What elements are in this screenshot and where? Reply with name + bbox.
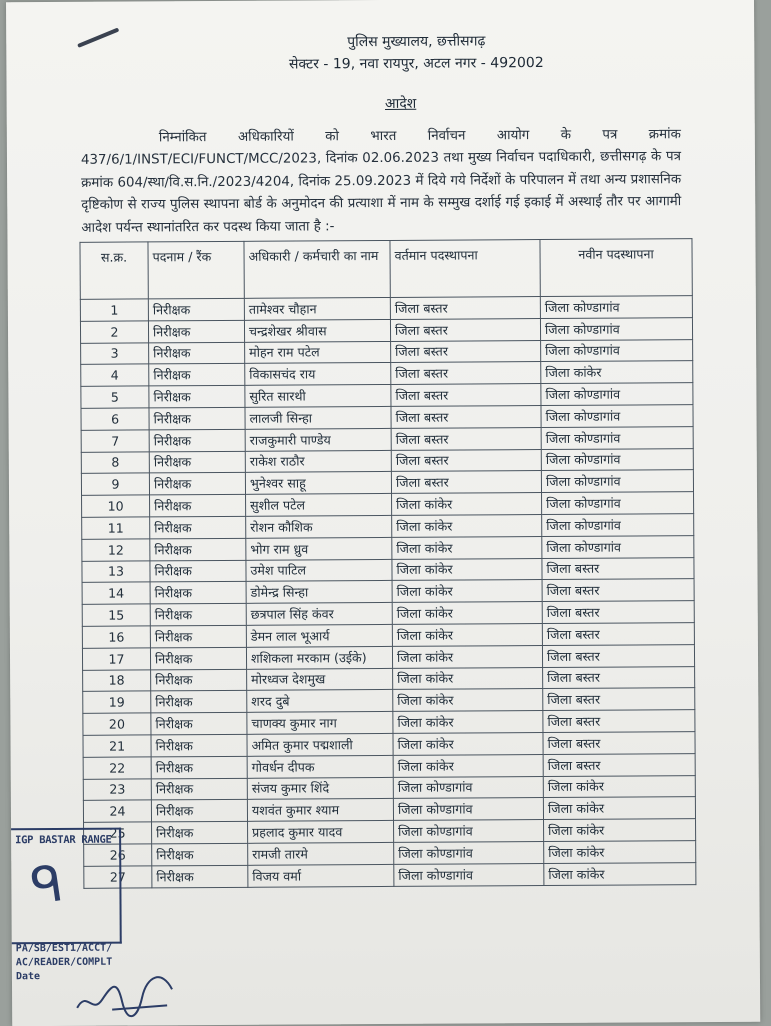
cell-current-posting: जिला बस्तर (391, 362, 541, 385)
stamp-line: Date (15, 971, 41, 983)
cell-new-posting: जिला कोण्डागांव (540, 296, 692, 319)
cell-rank: निरीक्षक (149, 451, 245, 473)
col-serial: स.क्र. (80, 242, 148, 299)
cell-rank: निरीक्षक (149, 386, 245, 408)
cell-new-posting: जिला कोण्डागांव (540, 317, 692, 340)
cell-name: राकेश राठौर (245, 450, 391, 473)
stamp-line: AC/READER/COMPLT (15, 956, 113, 969)
cell-name: शरद दुबे (247, 690, 393, 713)
stamp-line: PA/SB/EST1/ACCT/ (15, 942, 113, 955)
cell-current-posting: जिला कांकेर (393, 754, 543, 777)
cell-serial: 24 (83, 800, 151, 822)
office-heading: पुलिस मुख्यालय, छत्तीसगढ़ (347, 33, 486, 51)
cell-new-posting: जिला कांकेर (544, 841, 696, 864)
cell-serial: 21 (83, 735, 151, 757)
cell-rank: निरीक्षक (150, 495, 246, 517)
cell-name: यशवंत कुमार श्याम (247, 799, 393, 822)
cell-rank: निरीक्षक (151, 800, 247, 822)
cell-serial: 16 (82, 626, 150, 648)
cell-serial: 12 (82, 539, 150, 561)
cell-name: चाणक्य कुमार नाग (247, 712, 393, 735)
cell-serial: 4 (81, 364, 149, 386)
cell-new-posting: जिला कोण्डागांव (541, 448, 693, 471)
cell-rank: निरीक्षक (149, 342, 245, 364)
stamp-title: IGP BASTAR RANGE (15, 833, 112, 847)
cell-new-posting: जिला कोण्डागांव (541, 470, 693, 493)
cell-new-posting: जिला कोण्डागांव (542, 535, 694, 558)
cell-name: मोरध्वज देशमुख (247, 668, 393, 691)
cell-rank: निरीक्षक (149, 473, 245, 495)
cell-new-posting: जिला कोण्डागांव (542, 514, 694, 537)
cell-current-posting: जिला कांकेर (392, 558, 542, 581)
cell-name: भुनेश्वर साहू (245, 472, 391, 495)
cell-new-posting: जिला बस्तर (542, 623, 694, 646)
cell-current-posting: जिला कांकेर (392, 602, 542, 625)
cell-current-posting: जिला कांकेर (392, 580, 542, 603)
document-page (6, 0, 760, 1026)
cell-current-posting: जिला बस्तर (391, 449, 541, 472)
cell-name: मोहन राम पटेल (245, 341, 391, 364)
cell-rank: निरीक्षक (148, 320, 244, 342)
cell-current-posting: जिला बस्तर (390, 318, 540, 341)
cell-new-posting: जिला बस्तर (543, 688, 695, 711)
cell-new-posting: जिला बस्तर (543, 732, 695, 755)
cell-serial: 3 (81, 343, 149, 365)
cell-new-posting: जिला कोण्डागांव (541, 339, 693, 362)
cell-new-posting: जिला कांकेर (544, 862, 696, 885)
cell-serial: 1 (80, 299, 148, 321)
cell-new-posting: जिला बस्तर (542, 579, 694, 602)
cell-current-posting: जिला कांकेर (393, 732, 543, 755)
cell-serial: 25 (84, 822, 152, 844)
cell-serial: 18 (83, 669, 151, 691)
cell-serial: 19 (83, 691, 151, 713)
transfer-table (79, 238, 696, 888)
cell-name: विकासचंद राय (245, 363, 391, 386)
cell-name: विजय वर्मा (248, 864, 394, 887)
cell-serial: 7 (81, 430, 149, 452)
cell-new-posting: जिला बस्तर (542, 601, 694, 624)
cell-name: गोवर्धन दीपक (247, 755, 393, 778)
cell-name: अमित कुमार पद्मशाली (247, 733, 393, 756)
cell-current-posting: जिला कोण्डागांव (394, 820, 544, 843)
cell-rank: निरीक्षक (151, 778, 247, 800)
cell-rank: निरीक्षक (152, 843, 248, 865)
cell-rank: निरीक्षक (151, 691, 247, 713)
cell-current-posting: जिला बस्तर (391, 340, 541, 363)
cell-serial: 20 (83, 713, 151, 735)
cell-current-posting: जिला कांकेर (393, 689, 543, 712)
cell-rank: निरीक्षक (150, 538, 246, 560)
cell-current-posting: जिला कोण्डागांव (394, 863, 544, 886)
cell-new-posting: जिला बस्तर (542, 644, 694, 667)
cell-new-posting: जिला कोण्डागांव (541, 383, 693, 406)
cell-serial: 23 (83, 778, 151, 800)
cell-rank: निरीक्षक (149, 364, 245, 386)
cell-name: सुशील पटेल (246, 494, 392, 517)
cell-rank: निरीक्षक (150, 603, 246, 625)
cell-new-posting: जिला कोण्डागांव (542, 492, 694, 515)
cell-new-posting: जिला कांकेर (543, 797, 695, 820)
cell-name: छत्रपाल सिंह कंवर (246, 603, 392, 626)
cell-rank: निरीक्षक (150, 560, 246, 582)
cell-current-posting: जिला कांकेर (393, 711, 543, 734)
cell-serial: 13 (82, 560, 150, 582)
cell-rank: निरीक्षक (151, 756, 247, 778)
cell-name: डोमेन्द्र सिन्हा (246, 581, 392, 604)
cell-new-posting: जिला कोण्डागांव (541, 426, 693, 449)
col-rank: पदनाम / रैंक (148, 241, 244, 299)
cell-name: लालजी सिन्हा (245, 406, 391, 429)
order-intro-paragraph: निम्नांकित अधिकारियों को भारत निर्वाचन आयोग के पत्र क्रमांक 437/6/1/INST/ECI/FUNCT/MCC/2023, दिनांक 02.06.2023 तथा मुख्य निर्वाचन पदाधिकारी, छत्तीसगढ़ के पत्र क्रमांक 604/स्था/वि.स.नि./2023/4204, दिनांक 25.09.2023 में दिये गये निर्देशों के परिपालन में तथा अन्य प्रशासनिक दृष्टिकोण से राज्य पुलिस स्थापना बोर्ड के अनुमोदन की प्रत्याशा में नाम के सम्मुख दर्शाई गई इकाई में अस्थाई तौर पर आगामी आदेश पर्यन्त स्थानांतरित कर पदस्थ किया जाता है :- (80, 127, 682, 236)
cell-name: सुरित सारथी (245, 385, 391, 408)
cell-serial: 17 (82, 648, 150, 670)
cell-current-posting: जिला बस्तर (391, 406, 541, 429)
cell-rank: निरीक्षक (151, 734, 247, 756)
cell-rank: निरीक्षक (152, 865, 248, 887)
col-current-posting: वर्तमान पदस्थापना (390, 240, 540, 298)
col-name: अधिकारी / कर्मचारी का नाम (244, 240, 390, 298)
cell-name: तामेश्वर चौहान (244, 297, 390, 320)
cell-current-posting: जिला बस्तर (391, 427, 541, 450)
cell-current-posting: जिला बस्तर (391, 471, 541, 494)
cell-serial: 2 (80, 321, 148, 343)
cell-new-posting: जिला बस्तर (543, 710, 695, 733)
cell-name: डेमन लाल भूआर्य (246, 624, 392, 647)
cell-name: रामजी तारमे (248, 842, 394, 865)
cell-current-posting: जिला बस्तर (391, 384, 541, 407)
cell-current-posting: जिला कांकेर (392, 536, 542, 559)
cell-current-posting: जिला कांकेर (393, 667, 543, 690)
handwritten-mark: ᑫ (27, 854, 67, 917)
cell-rank: निरीक्षक (151, 669, 247, 691)
cell-current-posting: जिला कोण्डागांव (393, 776, 543, 799)
order-title: आदेश (384, 95, 417, 112)
cell-current-posting: जिला कांकेर (392, 493, 542, 516)
cell-current-posting: जिला कांकेर (392, 623, 542, 646)
cell-rank: निरीक्षक (150, 647, 246, 669)
cell-rank: निरीक्षक (149, 407, 245, 429)
cell-rank: निरीक्षक (151, 712, 247, 734)
cell-current-posting: जिला कांकेर (392, 645, 542, 668)
cell-current-posting: जिला कोण्डागांव (393, 798, 543, 821)
cell-serial: 11 (82, 517, 150, 539)
cell-serial: 26 (84, 844, 152, 866)
cell-serial: 5 (81, 386, 149, 408)
cell-serial: 22 (83, 757, 151, 779)
table-row (84, 862, 696, 888)
cell-serial: 27 (84, 866, 152, 888)
cell-name: शशिकला मरकाम (उईके) (246, 646, 392, 669)
cell-rank: निरीक्षक (150, 582, 246, 604)
table-header-row (80, 239, 692, 300)
cell-current-posting: जिला बस्तर (390, 297, 540, 320)
cell-serial: 6 (81, 408, 149, 430)
cell-name: चन्द्रशेखर श्रीवास (244, 319, 390, 342)
cell-rank: निरीक्षक (150, 625, 246, 647)
office-address: सेक्टर - 19, नवा रायपुर, अटल नगर - 492002 (288, 55, 544, 73)
office-stamp (11, 828, 122, 945)
cell-new-posting: जिला कोण्डागांव (541, 405, 693, 428)
cell-new-posting: जिला कांकेर (544, 819, 696, 842)
cell-new-posting: जिला कांकेर (541, 361, 693, 384)
cell-new-posting: जिला बस्तर (543, 753, 695, 776)
cell-new-posting: जिला कांकेर (543, 775, 695, 798)
cell-serial: 9 (81, 473, 149, 495)
cell-current-posting: जिला कोण्डागांव (394, 841, 544, 864)
cell-name: उमेश पाटिल (246, 559, 392, 582)
cell-serial: 10 (82, 495, 150, 517)
cell-rank: निरीक्षक (148, 298, 244, 320)
cell-new-posting: जिला बस्तर (543, 666, 695, 689)
handwritten-signature (72, 959, 182, 1020)
cell-rank: निरीक्षक (150, 516, 246, 538)
cell-rank: निरीक्षक (149, 429, 245, 451)
cell-name: प्रहलाद कुमार यादव (248, 821, 394, 844)
cell-serial: 15 (82, 604, 150, 626)
cell-name: संजय कुमार शिंदे (247, 777, 393, 800)
cell-new-posting: जिला बस्तर (542, 557, 694, 580)
col-new-posting: नवीन पदस्थापना (540, 239, 692, 297)
cell-serial: 14 (82, 582, 150, 604)
cell-name: राजकुमारी पाण्डेय (245, 428, 391, 451)
cell-current-posting: जिला कांकेर (392, 514, 542, 537)
cell-serial: 8 (81, 451, 149, 473)
cell-name: रोशन कौशिक (246, 515, 392, 538)
cell-rank: निरीक्षक (152, 821, 248, 843)
cell-name: भोग राम ध्रुव (246, 537, 392, 560)
